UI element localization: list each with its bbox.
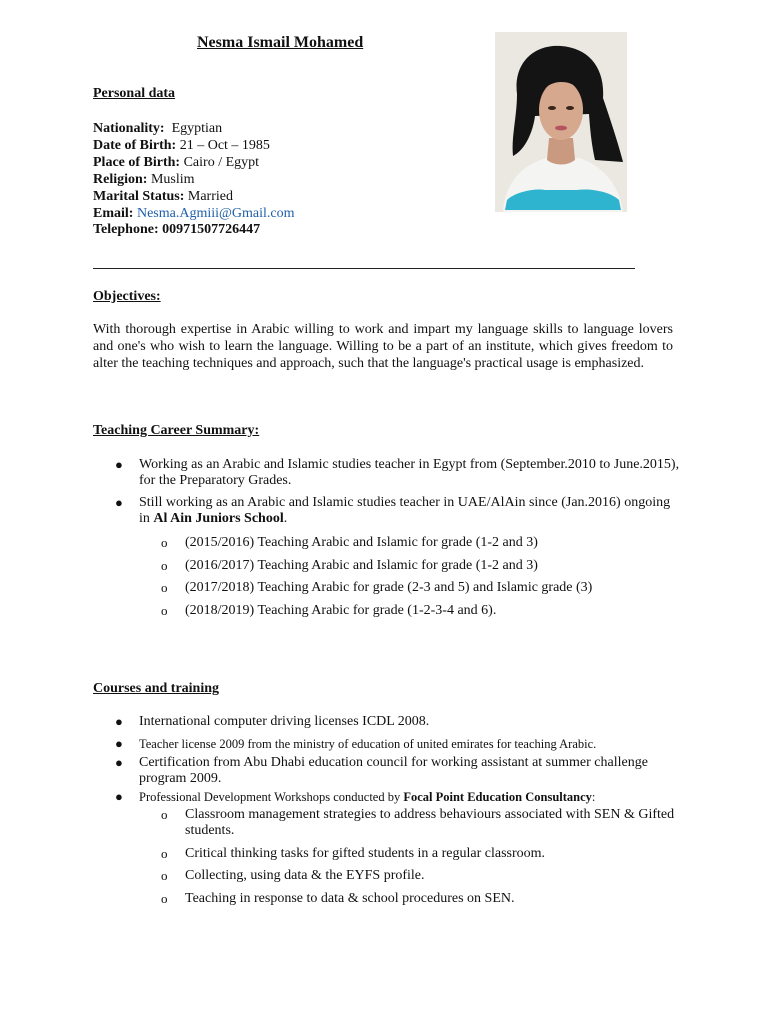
sub-item-text: Collecting, using data & the EYFS profile. (185, 868, 425, 883)
personal-data-heading: Personal data (93, 86, 176, 101)
religion-row (93, 171, 195, 188)
courses-heading: Courses and training (93, 681, 220, 696)
field-label: Marital Status: (93, 189, 185, 204)
field-value: Muslim (150, 172, 195, 187)
nationality-row (93, 120, 222, 137)
bullet-icon: ● (115, 736, 123, 751)
list-item (93, 603, 693, 619)
field-value: 21 – Oct – 1985 (179, 138, 270, 153)
sub-item-text: (2015/2016) Teaching Arabic and Islamic for grade (1-2 and 3) (185, 535, 538, 550)
field-value: Cairo / Egypt (183, 155, 260, 170)
sub-item-text: (2018/2019) Teaching Arabic for grade (1-2-3-4 and 6). (185, 602, 497, 618)
bullet-icon: ● (115, 457, 123, 472)
list-item (93, 535, 693, 551)
field-value: Egyptian (171, 121, 223, 136)
circle-bullet-icon: o (161, 535, 168, 550)
objectives-text: With thorough expertise in Arabic willing to work and impart my language skills to language lovers and one's who wish to learn the language. Willing to be a part of an institute, which gives freedom to alter the teaching techniques and approach, such that the language's practical usage is emphasized. (93, 322, 673, 371)
course-item-text: Professional Development Workshops conducted by (139, 790, 404, 804)
list-item (93, 755, 683, 787)
circle-bullet-icon: o (161, 557, 168, 573)
career-list (93, 457, 683, 527)
telephone-label: Telephone: (93, 222, 159, 237)
list-item (93, 558, 693, 574)
email-link[interactable]: Nesma.Agmiii@Gmail.com (136, 206, 295, 221)
list-item (93, 457, 683, 489)
email-row (93, 205, 295, 222)
list-item (93, 846, 683, 862)
list-item (93, 714, 683, 730)
circle-bullet-icon: o (161, 868, 168, 883)
sub-item-text: (2017/2018) Teaching Arabic for grade (2-3 and 5) and Islamic grade (3) (185, 580, 593, 595)
telephone-value: 00971507726447 (162, 222, 261, 237)
list-item (93, 891, 683, 907)
circle-bullet-icon: o (161, 845, 168, 861)
date-of-birth-row (93, 137, 270, 154)
list-item (93, 807, 683, 839)
courses-sub-list (93, 807, 683, 907)
course-item-end: : (591, 790, 596, 804)
career-item-end: . (283, 511, 288, 526)
field-value: Married (187, 189, 233, 204)
school-name: Al Ain Juniors School (153, 511, 284, 526)
objectives-heading: Objectives: (93, 289, 161, 304)
course-item-text: International computer driving licenses ICDL 2008. (139, 714, 430, 729)
list-item (93, 736, 683, 753)
field-label: Date of Birth: (93, 138, 177, 153)
career-sub-list (93, 535, 693, 619)
circle-bullet-icon: o (161, 890, 168, 906)
profile-photo (495, 32, 627, 212)
circle-bullet-icon: o (161, 580, 168, 595)
bullet-icon: ● (115, 495, 123, 510)
career-item-text: Working as an Arabic and Islamic studies teacher in Egypt from (September.2010 to June.2015), for the Preparatory Grades. (139, 457, 680, 488)
field-label: Religion: (93, 172, 148, 187)
sub-item-text: Teaching in response to data & school procedures on SEN. (185, 890, 515, 906)
course-item-text: Teacher license 2009 from the ministry of education of united emirates for teaching Arabic. (139, 737, 597, 751)
list-item (93, 868, 683, 884)
list-item (93, 580, 693, 596)
list-item (93, 495, 683, 527)
bullet-icon: ● (115, 714, 123, 729)
circle-bullet-icon: o (161, 602, 168, 618)
field-label: Nationality: (93, 121, 165, 136)
marital-status-row (93, 188, 233, 205)
sub-item-text: (2016/2017) Teaching Arabic and Islamic for grade (1-2 and 3) (185, 557, 538, 573)
course-item-text: Certification from Abu Dhabi education council for working assistant at summer challenge program 2009. (139, 755, 648, 786)
career-heading: Teaching Career Summary: (93, 423, 260, 438)
career-item-text: Still working as an Arabic and Islamic studies teacher in UAE/AlAin since (Jan.2016) ongoing in (139, 495, 671, 526)
list-item (93, 789, 683, 806)
courses-list (93, 714, 683, 806)
sub-item-text: Classroom management strategies to address behaviours associated with SEN & Gifted students. (185, 807, 675, 838)
section-divider (93, 268, 635, 269)
circle-bullet-icon: o (161, 807, 168, 822)
place-of-birth-row (93, 154, 259, 171)
resume-name: Nesma Ismail Mohamed (197, 34, 364, 51)
bullet-icon: ● (115, 789, 123, 804)
email-label: Email: (93, 206, 134, 221)
field-label: Place of Birth: (93, 155, 181, 170)
bullet-icon: ● (115, 755, 123, 770)
sub-item-text: Critical thinking tasks for gifted students in a regular classroom. (185, 845, 546, 861)
telephone-row (93, 221, 260, 238)
consultancy-name: Focal Point Education Consultancy (403, 790, 592, 804)
